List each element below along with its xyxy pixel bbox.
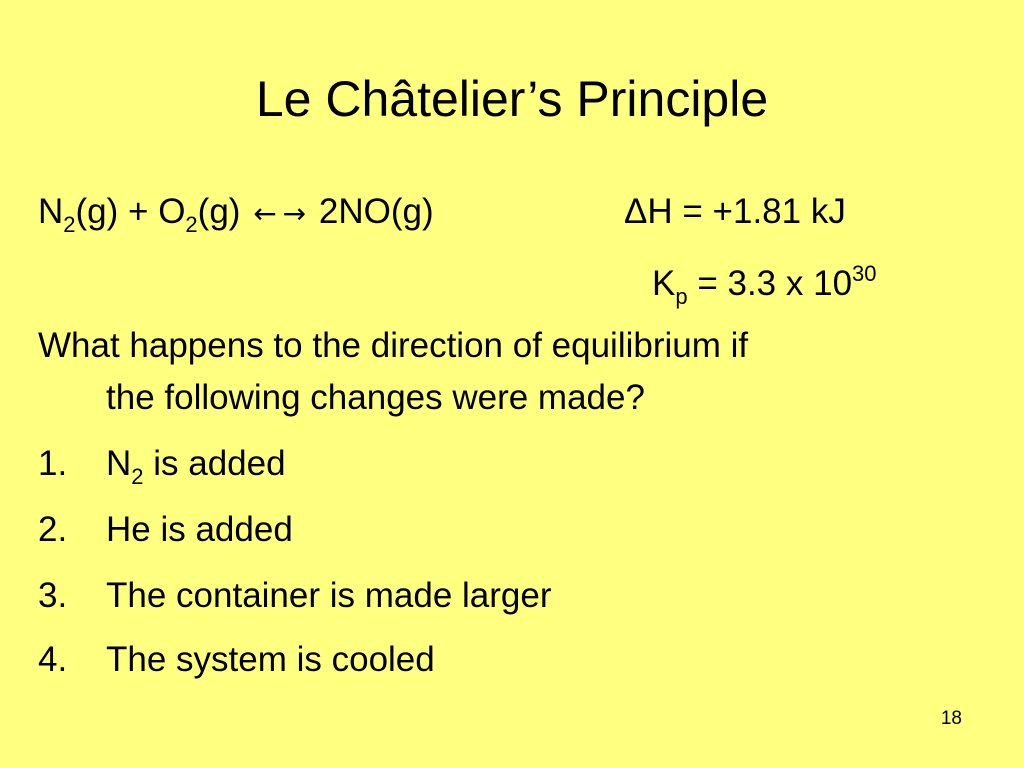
reactant-n-subscript: 2: [63, 212, 76, 237]
list-item-text: [106, 442, 286, 489]
page-number: 18: [940, 708, 962, 729]
kp-value: = 3.3 x 10: [687, 264, 853, 303]
reaction-equation: [38, 190, 434, 236]
enthalpy-change: ΔH = +1.81 kJ: [624, 192, 846, 231]
slide-title: Le Châtelier’s Principle: [255, 71, 769, 127]
list-item-number: 1.: [38, 444, 68, 483]
product: 2NO(g): [318, 192, 434, 231]
kp-symbol: K: [652, 264, 676, 303]
reactant-o-state: (g): [197, 192, 241, 231]
list-item-number: 2.: [38, 510, 68, 549]
list-item-number: 4.: [38, 640, 68, 679]
kp-subscript: p: [675, 284, 688, 309]
list-item-number: 3.: [38, 576, 68, 615]
reactant-n-symbol: N: [38, 192, 64, 231]
arrow-left-icon: ←: [253, 197, 277, 230]
question-line-1: What happens to the direction of equilibrium if: [38, 326, 749, 365]
list-item-text: He is added: [106, 510, 293, 549]
question-line-2: the following changes were made?: [106, 378, 645, 417]
equilibrium-constant: [652, 261, 877, 309]
item-n-subscript: 2: [131, 464, 144, 489]
kp-exponent: 30: [852, 261, 877, 286]
item-rest: is added: [143, 444, 286, 483]
item-n-symbol: N: [106, 444, 132, 483]
list-item-text: The container is made larger: [106, 576, 552, 615]
list-item-text: The system is cooled: [106, 640, 435, 679]
arrow-right-icon: →: [282, 197, 307, 230]
reactant-o-subscript: 2: [185, 212, 198, 237]
reactant-o-symbol: (g) + O: [75, 192, 186, 231]
